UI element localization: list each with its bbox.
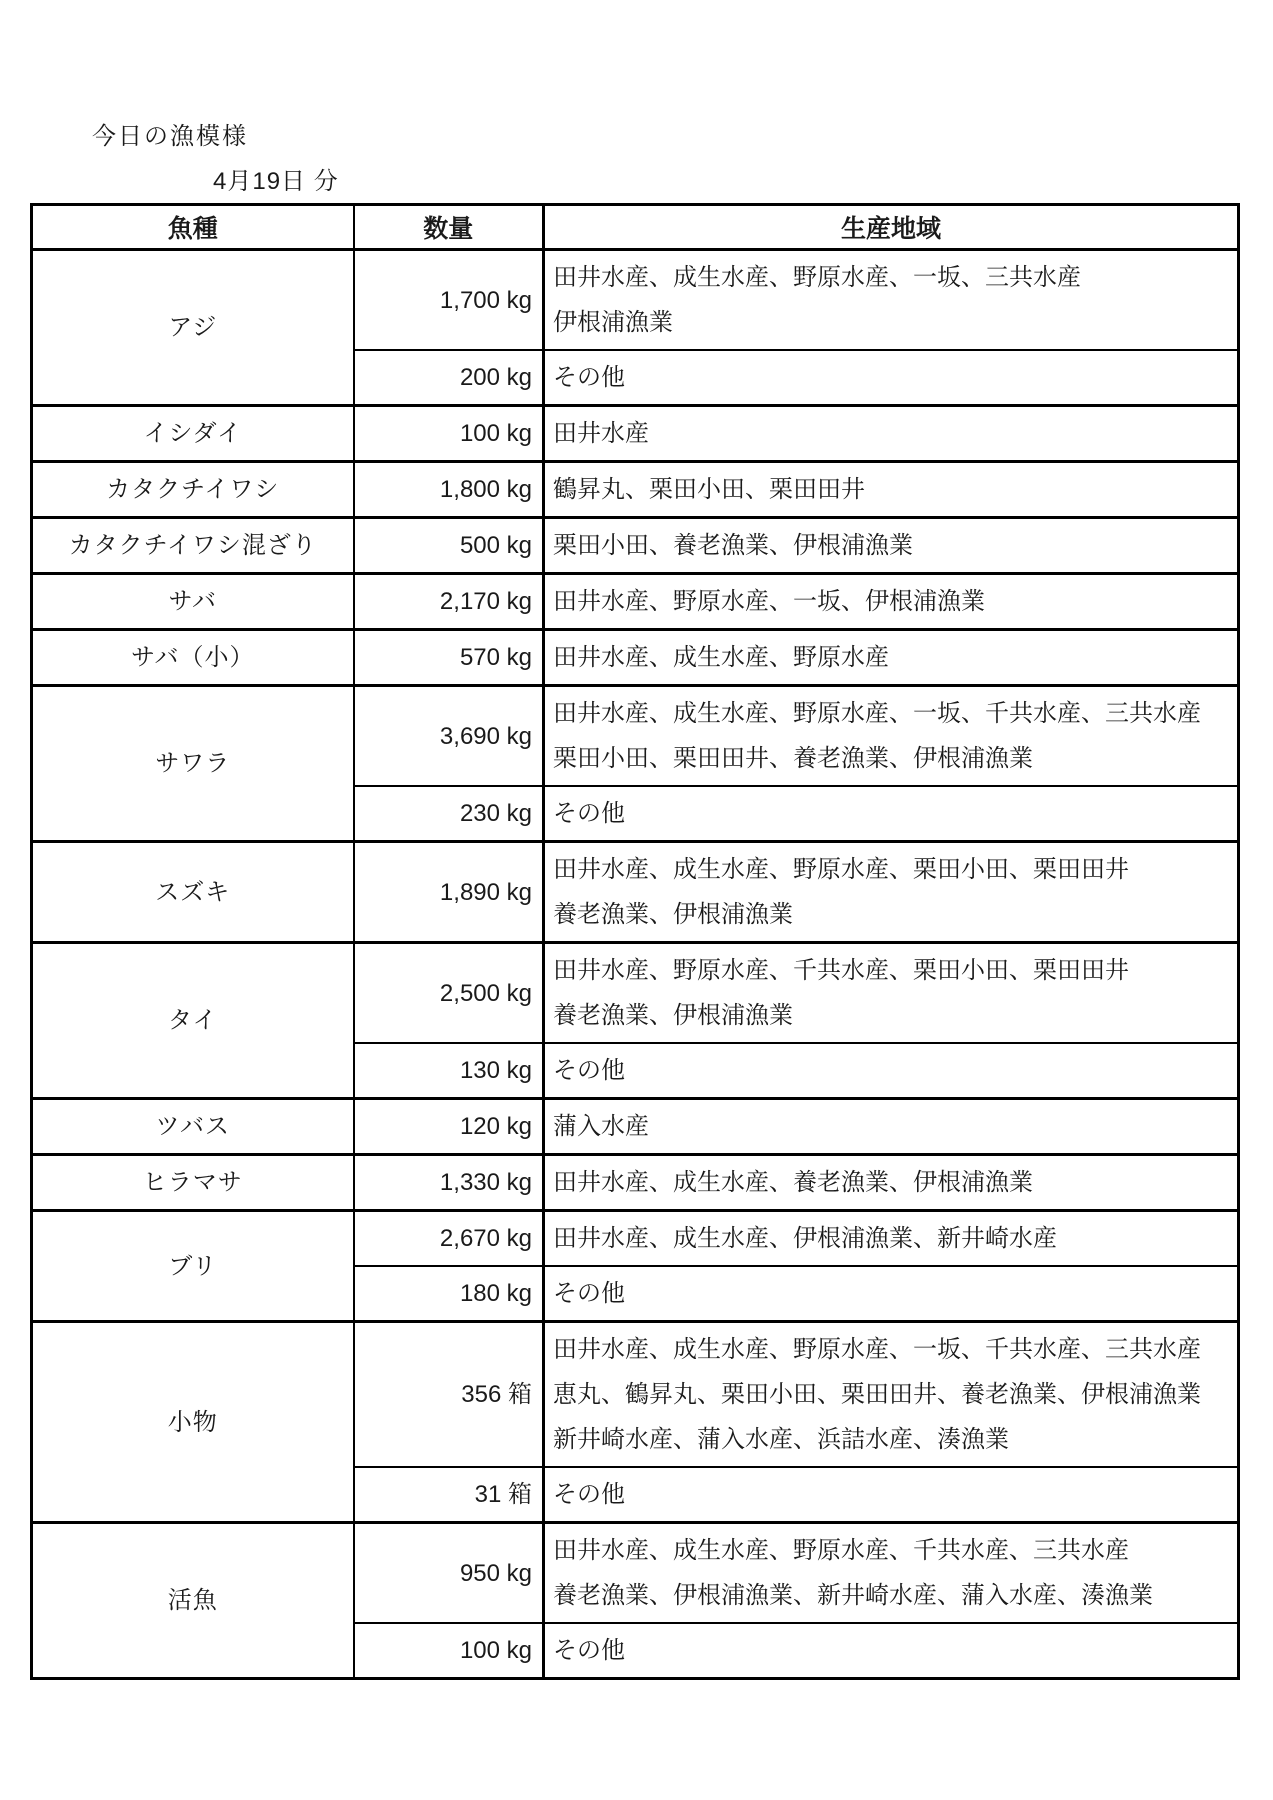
species-cell: 活魚	[32, 1523, 354, 1679]
quantity-cell: 3,690 kg	[354, 686, 544, 787]
header-areas: 生産地域	[544, 205, 1239, 250]
areas-cell	[544, 574, 1239, 630]
quantity-cell: 1,890 kg	[354, 842, 544, 943]
species-cell: ブリ	[32, 1211, 354, 1322]
areas-cell	[544, 1467, 1239, 1523]
quantity-cell: 570 kg	[354, 630, 544, 686]
document-title: 今日の漁模様	[92, 123, 248, 150]
areas-cell	[544, 943, 1239, 1044]
table-row	[32, 1099, 1239, 1155]
areas-cell	[544, 1266, 1239, 1322]
area-line: 栗田小田、養老漁業、伊根浦漁業	[553, 532, 913, 559]
header-row	[32, 205, 1239, 250]
species-cell: スズキ	[32, 842, 354, 943]
area-line: 伊根浦漁業	[553, 309, 673, 336]
areas-cell	[544, 462, 1239, 518]
area-line: 田井水産、成生水産、養老漁業、伊根浦漁業	[553, 1169, 1033, 1196]
area-line: 田井水産、野原水産、一坂、伊根浦漁業	[553, 588, 985, 615]
area-line: 養老漁業、伊根浦漁業	[553, 901, 793, 928]
quantity-cell: 1,330 kg	[354, 1155, 544, 1211]
species-cell: サバ	[32, 574, 354, 630]
area-line: 田井水産	[553, 420, 649, 447]
quantity-cell: 230 kg	[354, 786, 544, 842]
area-line: 田井水産、成生水産、野原水産	[553, 644, 889, 671]
table-row	[32, 1523, 1239, 1624]
table-row	[32, 406, 1239, 462]
area-line: 鶴昇丸、栗田小田、栗田田井	[553, 476, 865, 503]
area-line: 恵丸、鶴昇丸、栗田小田、栗田田井、養老漁業、伊根浦漁業	[553, 1381, 1201, 1408]
area-line: 田井水産、野原水産、千共水産、栗田小田、栗田田井	[553, 957, 1129, 984]
table-row	[32, 1322, 1239, 1468]
areas-cell	[544, 1523, 1239, 1624]
area-line: 蒲入水産	[553, 1113, 649, 1140]
species-cell: カタクチイワシ混ざり	[32, 518, 354, 574]
table-row	[32, 462, 1239, 518]
quantity-cell: 180 kg	[354, 1266, 544, 1322]
quantity-cell: 100 kg	[354, 1623, 544, 1679]
species-cell: ヒラマサ	[32, 1155, 354, 1211]
species-cell: 小物	[32, 1322, 354, 1523]
quantity-cell: 31 箱	[354, 1467, 544, 1523]
table-row	[32, 842, 1239, 943]
species-cell: サワラ	[32, 686, 354, 842]
quantity-cell: 950 kg	[354, 1523, 544, 1624]
areas-cell	[544, 250, 1239, 351]
areas-cell	[544, 630, 1239, 686]
areas-cell	[544, 1155, 1239, 1211]
table-row	[32, 943, 1239, 1044]
area-line: 田井水産、成生水産、野原水産、一坂、千共水産、三共水産	[553, 700, 1201, 727]
header-species: 魚種	[32, 205, 354, 250]
catch-table-body	[32, 250, 1239, 1679]
table-row	[32, 630, 1239, 686]
catch-table	[30, 203, 1240, 1680]
table-row	[32, 1155, 1239, 1211]
areas-cell	[544, 1322, 1239, 1468]
area-line: 新井崎水産、蒲入水産、浜詰水産、湊漁業	[553, 1426, 1009, 1453]
quantity-cell: 200 kg	[354, 350, 544, 406]
area-line: 田井水産、成生水産、伊根浦漁業、新井崎水産	[553, 1225, 1057, 1252]
quantity-cell: 120 kg	[354, 1099, 544, 1155]
areas-cell	[544, 786, 1239, 842]
area-line: その他	[553, 364, 625, 391]
area-line: その他	[553, 1280, 625, 1307]
area-line: 田井水産、成生水産、野原水産、一坂、千共水産、三共水産	[553, 1336, 1201, 1363]
species-cell: タイ	[32, 943, 354, 1099]
quantity-cell: 2,170 kg	[354, 574, 544, 630]
areas-cell	[544, 406, 1239, 462]
area-line: 栗田小田、栗田田井、養老漁業、伊根浦漁業	[553, 745, 1033, 772]
table-row	[32, 686, 1239, 787]
areas-cell	[544, 518, 1239, 574]
area-line: 田井水産、成生水産、野原水産、一坂、三共水産	[553, 264, 1081, 291]
area-line: 田井水産、成生水産、野原水産、栗田小田、栗田田井	[553, 856, 1129, 883]
table-row	[32, 250, 1239, 351]
areas-cell	[544, 686, 1239, 787]
quantity-cell: 2,670 kg	[354, 1211, 544, 1267]
areas-cell	[544, 1211, 1239, 1267]
species-cell: ツバス	[32, 1099, 354, 1155]
quantity-cell: 100 kg	[354, 406, 544, 462]
areas-cell	[544, 842, 1239, 943]
areas-cell	[544, 350, 1239, 406]
quantity-cell: 2,500 kg	[354, 943, 544, 1044]
species-cell: カタクチイワシ	[32, 462, 354, 518]
area-line: その他	[553, 1057, 625, 1084]
areas-cell	[544, 1043, 1239, 1099]
areas-cell	[544, 1099, 1239, 1155]
species-cell: サバ（小）	[32, 630, 354, 686]
quantity-cell: 356 箱	[354, 1322, 544, 1468]
quantity-cell: 1,800 kg	[354, 462, 544, 518]
table-row	[32, 574, 1239, 630]
area-line: その他	[553, 1637, 625, 1664]
area-line: その他	[553, 800, 625, 827]
area-line: 養老漁業、伊根浦漁業、新井崎水産、蒲入水産、湊漁業	[553, 1582, 1153, 1609]
table-row	[32, 1211, 1239, 1267]
table-row	[32, 518, 1239, 574]
area-line: その他	[553, 1481, 625, 1508]
species-cell: アジ	[32, 250, 354, 406]
area-line: 田井水産、成生水産、野原水産、千共水産、三共水産	[553, 1537, 1129, 1564]
quantity-cell: 1,700 kg	[354, 250, 544, 351]
document-date: 4月19日 分	[213, 168, 339, 195]
quantity-cell: 130 kg	[354, 1043, 544, 1099]
area-line: 養老漁業、伊根浦漁業	[553, 1002, 793, 1029]
areas-cell	[544, 1623, 1239, 1679]
species-cell: イシダイ	[32, 406, 354, 462]
header-quantity: 数量	[354, 205, 544, 250]
catch-table-header	[32, 205, 1239, 250]
quantity-cell: 500 kg	[354, 518, 544, 574]
